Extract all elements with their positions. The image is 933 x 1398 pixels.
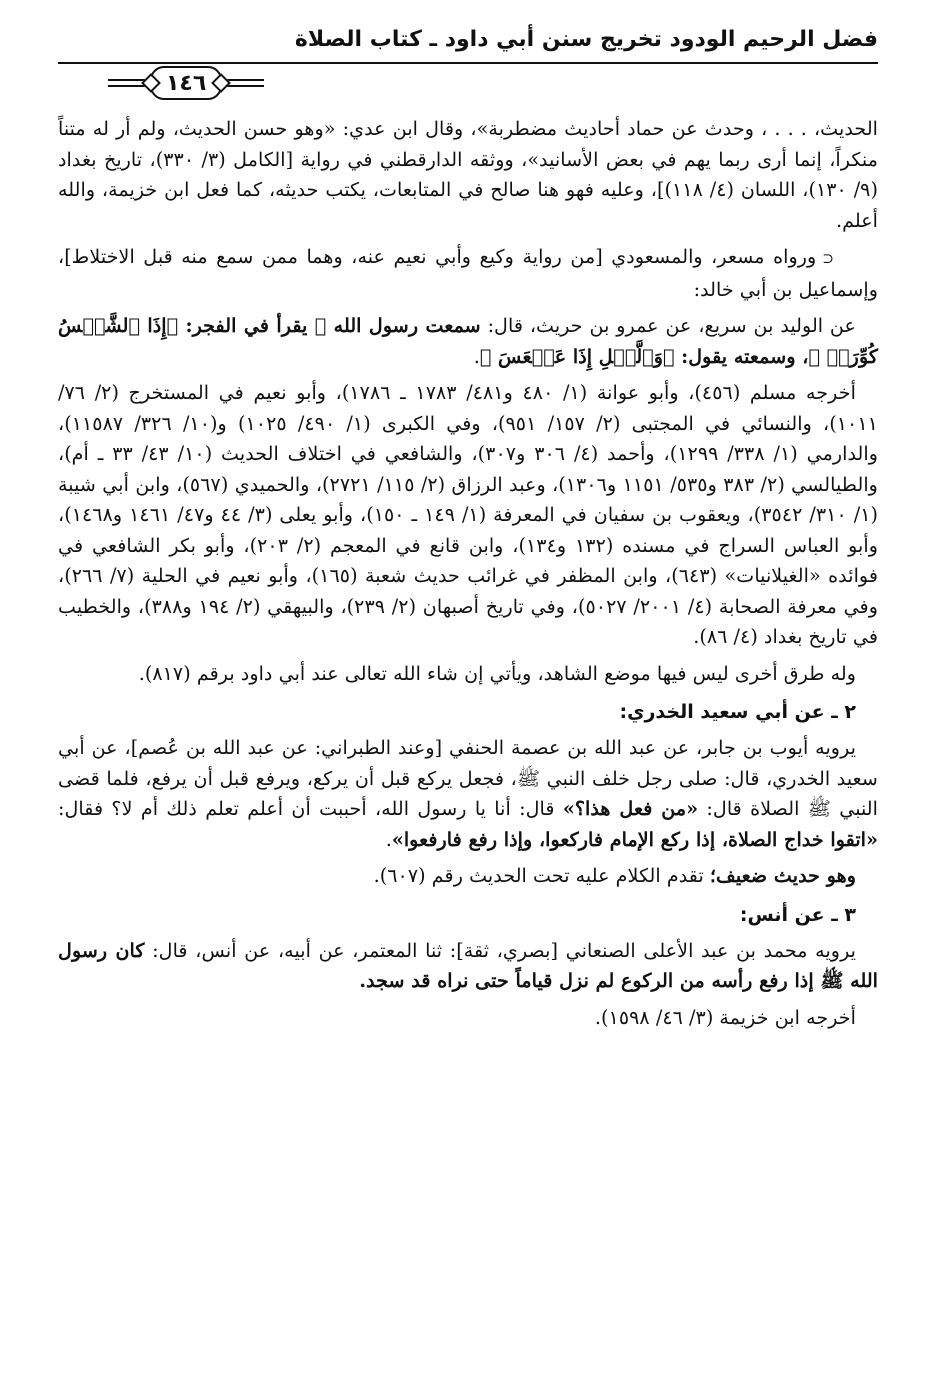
page-header: [58, 22, 878, 114]
paragraph-6-part-a: يرويه أيوب بن جابر، عن عبد الله بن عصمة الحنفي [وعند الطبراني: عن عبد الله بن عُصم]، عن أبي سعيد الخدري، قال: صلى رجل خلف النبي ﷺ، فجعل يركع قبل أن يركع، ويرفع قبل أن يرفع، فلما قضى النبي ﷺ الصلاة قال:: [58, 736, 878, 820]
page-body: [58, 114, 878, 1033]
running-title: فضل الرحيم الودود تخريج سنن أبي داود ـ كتاب الصلاة: [294, 27, 878, 52]
book-page: [58, 22, 878, 1378]
header-rule: [58, 62, 878, 64]
paragraph-3-intro: عن الوليد بن سريع، عن عمرو بن حريث، قال:: [480, 314, 856, 337]
paragraph-2: [58, 242, 878, 305]
paragraph-6: [58, 733, 878, 855]
paragraph-7: [58, 861, 878, 892]
paragraph-1: الحديث، . . . ، وحدث عن حماد أحاديث مضطربة»، وقال ابن عدي: «وهو حسن الحديث، ولم أر له متناً منكراً، إنما أرى ربما يهم في بعض الأسانيد»، ووثقه الدارقطني في رواية [الكامل (٣/ ٣٣٠)، تاريخ بغداد (٩/ ١٣٠)، اللسان (٤/ ١١٨)]، وعليه فهو هنا صالح في المتابعات، يكتب حديثه، كما فعل ابن خزيمة، والله أعلم.: [58, 117, 878, 232]
hadith-quote-1: «من فعل هذا؟»: [562, 797, 699, 820]
paragraph-2-text: ورواه مسعر، والمسعودي [من رواية وكيع وأبي نعيم عنه، وهما ممن سمع منه قبل الاختلاط]، وإسماعيل بن أبي خالد:: [58, 245, 878, 301]
paragraph-6-part-c: قال: أنا يا رسول الله، أحببت أن أعلم تعلم ذلك أم لا؟ فقال:: [58, 797, 563, 820]
paragraph-3-end: .: [473, 344, 480, 368]
page-number: ١٤٦: [166, 70, 207, 96]
page-number-frame: [150, 66, 222, 100]
paragraph-4: أخرجه مسلم (٤٥٦)، وأبو عوانة (١/ ٤٨٠ و٤٨١/ ١٧٨٣ ـ ١٧٨٦)، وأبو نعيم في المستخرج (٢/ ٧٦/ ١٠١١)، والنسائي في المجتبى (٢/ ١٥٧/ ٩٥١)، وفي الكبرى (١/ ٤٩٠/ ١٠٢٥) و(١٠/ ٣٢٦/ ١١٥٨٧)، والدارمي (١/ ٣٣٨/ ١٢٩٩)، وأحمد (٤/ ٣٠٦ و٣٠٧)، والشافعي في اختلاف الحديث (١٠/ ٤٣/ ٣٣ ـ أم)، والطيالسي (٢/ ٣٨٣ و٥٣٥/ ١١٥١ و١٣٠٦)، وعبد الرزاق (٢/ ١١٥/ ٢٧٢١)، والحميدي (٥٦٧)، وابن أبي شيبة (١/ ٣١٠/ ٣٥٤٢)، ويعقوب بن سفيان في المعرفة (١/ ١٤٩ ـ ١٥٠)، وأبو يعلى (٣/ ٤٤ و٤٧/ ١٤٦١ و١٤٦٨)، وأبو العباس السراج في مسنده (١٣٢ و١٣٤)، وابن قانع في المعجم (٢/ ٢٠٣)، وأبو بكر الشافعي في فوائده «الغيلانيات» (٦٤٣)، وابن المظفر في غرائب حديث شعبة (١٦٥)، وأبو نعيم في الحلية (٧/ ٢٦٦)، وفي معرفة الصحابة (٤/ ٢٠٠١/ ٥٠٢٧)، وفي تاريخ أصبهان (٢/ ٢٣٩)، والبيهقي (٢/ ١٩٤ و٣٨٨)، والخطيب في تاريخ بغداد (٤/ ٨٦).: [58, 381, 878, 648]
section-heading-3: ٣ ـ عن أنس:: [739, 903, 856, 926]
paragraph-9: أخرجه ابن خزيمة (٣/ ٤٦/ ١٥٩٨).: [594, 1005, 856, 1029]
hadith-text-1: سمعت رسول الله ﷺ يقرأ في الفجر: ﴿إِذَا ٱلشَّمۡسُ كُوِّرَتۡ ﴾، وسمعته يقول: ﴿وَٱلَّيۡلِ إِذَا عَسۡعَسَ ﴾: [58, 314, 878, 368]
paragraph-8: [58, 936, 878, 997]
paragraph-6-end: .: [385, 827, 392, 851]
paragraph-3: [58, 311, 878, 372]
paragraph-5: وله طرق أخرى ليس فيها موضع الشاهد، ويأتي إن شاء الله تعالى عند أبي داود برقم (٨١٧).: [138, 661, 856, 685]
paragraph-8-intro: يرويه محمد بن عبد الأعلى الصنعاني [بصري، ثقة]: ثنا المعتمر، عن أبيه، عن أنس، قال:: [144, 938, 856, 962]
section-heading-2: ٢ ـ عن أبي سعيد الخدري:: [619, 701, 856, 723]
grading-label: وهو حديث ضعيف؛: [709, 864, 856, 887]
hadith-text-3: كان رسول الله ﷺ إذا رفع رأسه من الركوع لم نزل قياماً حتى نراه قد سجد.: [58, 938, 878, 992]
paragraph-7-text: تقدم الكلام عليه تحت الحديث رقم (٦٠٧).: [373, 864, 710, 887]
bullet-c-icon: ⊂: [822, 251, 834, 267]
page-number-badge: [108, 66, 264, 100]
hadith-quote-2: «اتقوا خداج الصلاة، إذا ركع الإمام فاركعوا، وإذا رفع فارفعوا»: [391, 827, 878, 851]
